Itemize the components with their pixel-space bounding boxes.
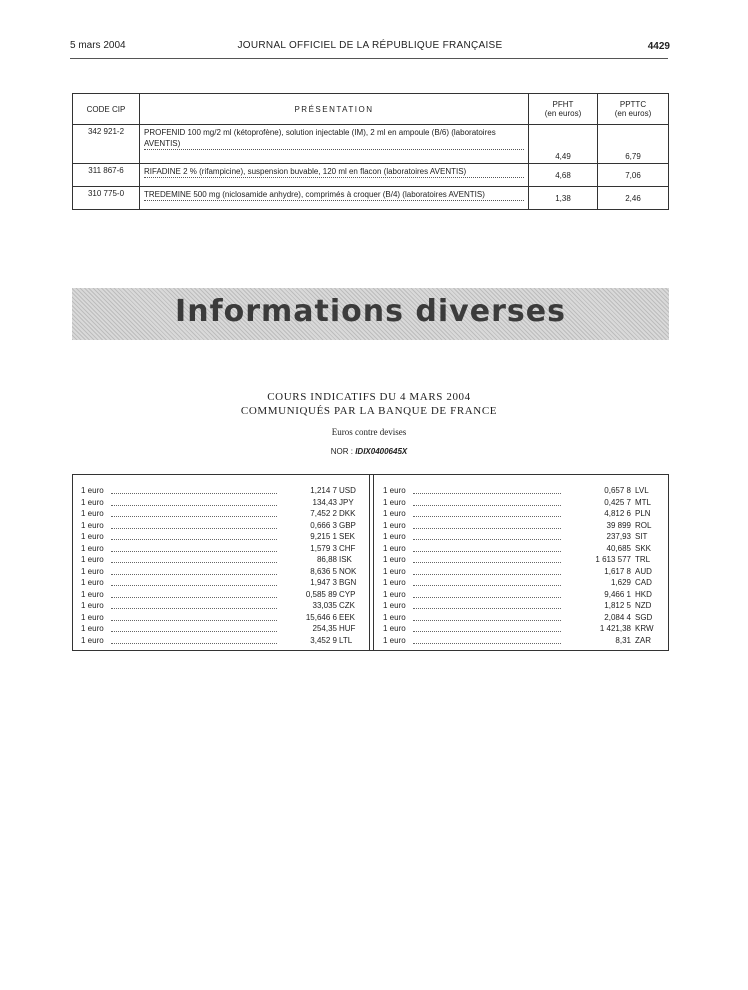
rate-row: [81, 577, 361, 589]
currency-code: GBP: [339, 520, 356, 530]
rate-row: [81, 566, 361, 578]
rate-row: [383, 635, 663, 647]
rate-label: 1 euro: [81, 624, 104, 633]
exchange-rates-table: [72, 474, 669, 651]
rate-label: 1 euro: [81, 543, 104, 553]
rate-value: 9,215 1: [277, 531, 337, 543]
header-page-number: 4429: [647, 41, 670, 52]
currency-code: DKK: [339, 509, 356, 518]
dot-leader: [111, 493, 279, 494]
rate-value: 1,214 7: [277, 485, 337, 497]
rate-value: 39 899: [561, 520, 631, 532]
ppttc-unit: (en euros): [614, 109, 652, 118]
rate-value: 2,084 4: [561, 612, 631, 624]
ppttc-label: PPTTC: [619, 100, 647, 109]
rate-row: [81, 554, 361, 566]
rate-row: [81, 497, 361, 509]
rates-column-right: [383, 485, 663, 646]
rate-row: [383, 577, 663, 589]
currency-code: BGN: [339, 578, 357, 587]
cell-code: 311 867-6: [73, 164, 140, 187]
rate-row: [383, 508, 663, 520]
currency-code: USD: [339, 486, 356, 495]
cell-pfht: 4,68: [529, 164, 598, 187]
rate-value: 0,585 89: [277, 589, 337, 601]
currency-code: SEK: [339, 532, 356, 541]
rate-value: 7,452 2: [277, 508, 337, 520]
banner-title: Informations diverses: [175, 294, 566, 329]
currency-code: JPY: [339, 497, 354, 507]
cell-pfht: 4,49: [529, 125, 598, 164]
rate-value: 237,93: [561, 531, 631, 543]
cell-code: 342 921-2: [73, 125, 140, 164]
currency-code: LTL: [339, 635, 353, 645]
cell-code: 310 775-0: [73, 187, 140, 210]
rate-value: 3,452 9: [277, 635, 337, 647]
rate-label: 1 euro: [383, 486, 406, 495]
pfht-label: PFHT: [552, 100, 574, 109]
cell-presentation: [140, 164, 529, 187]
drug-table-header-row: [73, 94, 669, 125]
presentation-text: RIFADINE 2 % (rifampicine), suspension buvable, 120 ml en flacon (laboratoires AVENTIS): [144, 166, 524, 178]
rate-label: 1 euro: [383, 532, 406, 541]
table-row: [73, 187, 669, 210]
currency-code: SKK: [635, 543, 652, 553]
rate-value: 1,947 3: [277, 577, 337, 589]
rate-row: [383, 531, 663, 543]
rate-row: [81, 635, 361, 647]
rate-label: 1 euro: [383, 509, 406, 518]
col-header-pfht: [529, 94, 598, 125]
currency-code: ROL: [635, 520, 652, 530]
currency-code: KRW: [635, 624, 654, 633]
cell-ppttc: 2,46: [598, 187, 669, 210]
dot-leader: [111, 574, 279, 575]
currency-code: EEK: [339, 612, 356, 622]
rate-label: 1 euro: [81, 486, 104, 495]
rate-label: 1 euro: [383, 520, 406, 530]
rate-row: [81, 600, 361, 612]
dot-leader: [111, 585, 279, 586]
currency-code: HKD: [635, 589, 652, 599]
currency-code: SGD: [635, 612, 653, 622]
rate-label: 1 euro: [81, 635, 104, 645]
dot-leader: [111, 620, 279, 621]
table-row: [73, 164, 669, 187]
rate-row: [383, 589, 663, 601]
rates-subtitle: Euros contre devises: [331, 427, 407, 437]
currency-code: MTL: [635, 497, 651, 507]
currency-code: NZD: [635, 601, 652, 610]
cell-presentation: [140, 187, 529, 210]
presentation-text: PROFENID 100 mg/2 ml (kétoprofène), solution injectable (IM), 2 ml en ampoule (B/6) (laboratoires AVENTIS): [144, 127, 524, 150]
currency-code: ISK: [339, 555, 352, 564]
rate-label: 1 euro: [81, 497, 104, 507]
rate-label: 1 euro: [81, 520, 104, 530]
rate-label: 1 euro: [383, 543, 406, 553]
rate-value: 8,636 5: [277, 566, 337, 578]
currency-code: AUD: [635, 566, 652, 576]
cell-presentation: [140, 125, 529, 164]
currency-code: CAD: [635, 578, 652, 587]
header-rule: [70, 58, 668, 59]
rate-label: 1 euro: [81, 578, 104, 587]
rate-label: 1 euro: [383, 578, 406, 587]
rate-value: 9,466 1: [561, 589, 631, 601]
rate-label: 1 euro: [383, 555, 406, 564]
rate-label: 1 euro: [81, 566, 104, 576]
rate-row: [383, 566, 663, 578]
rate-label: 1 euro: [383, 612, 406, 622]
rate-value: 33,035: [277, 600, 337, 612]
rate-row: [81, 485, 361, 497]
currency-code: TRL: [635, 555, 651, 564]
rate-row: [81, 508, 361, 520]
rates-title-line2: COMMUNIQUÉS PAR LA BANQUE DE FRANCE: [240, 405, 498, 417]
rate-label: 1 euro: [383, 497, 406, 507]
rate-value: 15,646 6: [277, 612, 337, 624]
column-divider: [369, 475, 374, 650]
rate-value: 86,88: [277, 554, 337, 566]
rate-row: [383, 623, 663, 635]
dot-leader: [111, 562, 279, 563]
dot-leader: [111, 505, 279, 506]
cell-ppttc: 6,79: [598, 125, 669, 164]
header-journal-title: JOURNAL OFFICIEL DE LA RÉPUBLIQUE FRANÇAISE: [237, 40, 503, 51]
rate-label: 1 euro: [383, 566, 406, 576]
nor-reference: [70, 447, 668, 456]
dot-leader: [111, 516, 279, 517]
rate-row: [81, 543, 361, 555]
currency-code: HUF: [339, 624, 356, 633]
rates-title-line1: COURS INDICATIFS DU 4 MARS 2004: [267, 391, 471, 403]
rate-value: 254,35: [277, 623, 337, 635]
rate-label: 1 euro: [81, 532, 104, 541]
cell-ppttc: 7,06: [598, 164, 669, 187]
rate-row: [81, 589, 361, 601]
rate-row: [383, 612, 663, 624]
col-header-ppttc: [598, 94, 669, 125]
dot-leader: [111, 528, 279, 529]
rate-label: 1 euro: [81, 589, 104, 599]
rate-value: 0,666 3: [277, 520, 337, 532]
page-header: [70, 40, 670, 60]
currency-code: NOK: [339, 566, 357, 576]
rate-value: 1 613 577: [561, 554, 631, 566]
rate-label: 1 euro: [383, 601, 406, 610]
rate-label: 1 euro: [383, 635, 406, 645]
rate-label: 1 euro: [383, 624, 406, 633]
currency-code: CHF: [339, 543, 356, 553]
currency-code: CZK: [339, 601, 355, 610]
rate-value: 0,657 8: [561, 485, 631, 497]
rate-value: 0,425 7: [561, 497, 631, 509]
rate-row: [81, 531, 361, 543]
rate-value: 8,31: [561, 635, 631, 647]
nor-code: IDIX0400645X: [355, 447, 408, 456]
currency-code: SIT: [635, 532, 648, 541]
dot-leader: [111, 631, 279, 632]
rate-row: [383, 600, 663, 612]
rate-row: [383, 554, 663, 566]
header-date: 5 mars 2004: [70, 40, 126, 51]
col-header-presentation: PRÉSENTATION: [140, 94, 529, 125]
table-row: [73, 125, 669, 164]
rate-row: [383, 543, 663, 555]
pfht-unit: (en euros): [544, 109, 582, 118]
currency-code: PLN: [635, 509, 651, 518]
dot-leader: [111, 608, 279, 609]
nor-label: NOR :: [330, 447, 353, 456]
rate-row: [81, 612, 361, 624]
currency-code: ZAR: [635, 635, 651, 645]
cell-pfht: 1,38: [529, 187, 598, 210]
rate-value: 1,629: [561, 577, 631, 589]
dot-leader: [111, 643, 279, 644]
rates-column-left: [81, 485, 361, 646]
dot-leader: [111, 539, 279, 540]
currency-code: LVL: [635, 486, 649, 495]
rate-value: 134,43: [277, 497, 337, 509]
rate-value: 1,579 3: [277, 543, 337, 555]
rate-value: 40,685: [561, 543, 631, 555]
rate-row: [383, 520, 663, 532]
dot-leader: [111, 597, 279, 598]
rate-value: 1,812 5: [561, 600, 631, 612]
rate-row: [383, 497, 663, 509]
rate-label: 1 euro: [81, 612, 104, 622]
rate-label: 1 euro: [81, 601, 104, 610]
rate-value: 1,617 8: [561, 566, 631, 578]
dot-leader: [111, 551, 279, 552]
currency-code: CYP: [339, 589, 356, 599]
drug-price-table: [72, 93, 669, 210]
rate-row: [81, 520, 361, 532]
rate-label: 1 euro: [383, 589, 406, 599]
rate-label: 1 euro: [81, 509, 104, 518]
col-header-code: CODE CIP: [73, 94, 140, 125]
rate-value: 1 421,38: [561, 623, 631, 635]
rate-row: [383, 485, 663, 497]
section-banner: [72, 288, 669, 340]
rate-row: [81, 623, 361, 635]
rate-label: 1 euro: [81, 555, 104, 564]
rate-value: 4,812 6: [561, 508, 631, 520]
presentation-text: TREDEMINE 500 mg (niclosamide anhydre), comprimés à croquer (B/4) (laboratoires AVENTIS): [144, 189, 524, 201]
